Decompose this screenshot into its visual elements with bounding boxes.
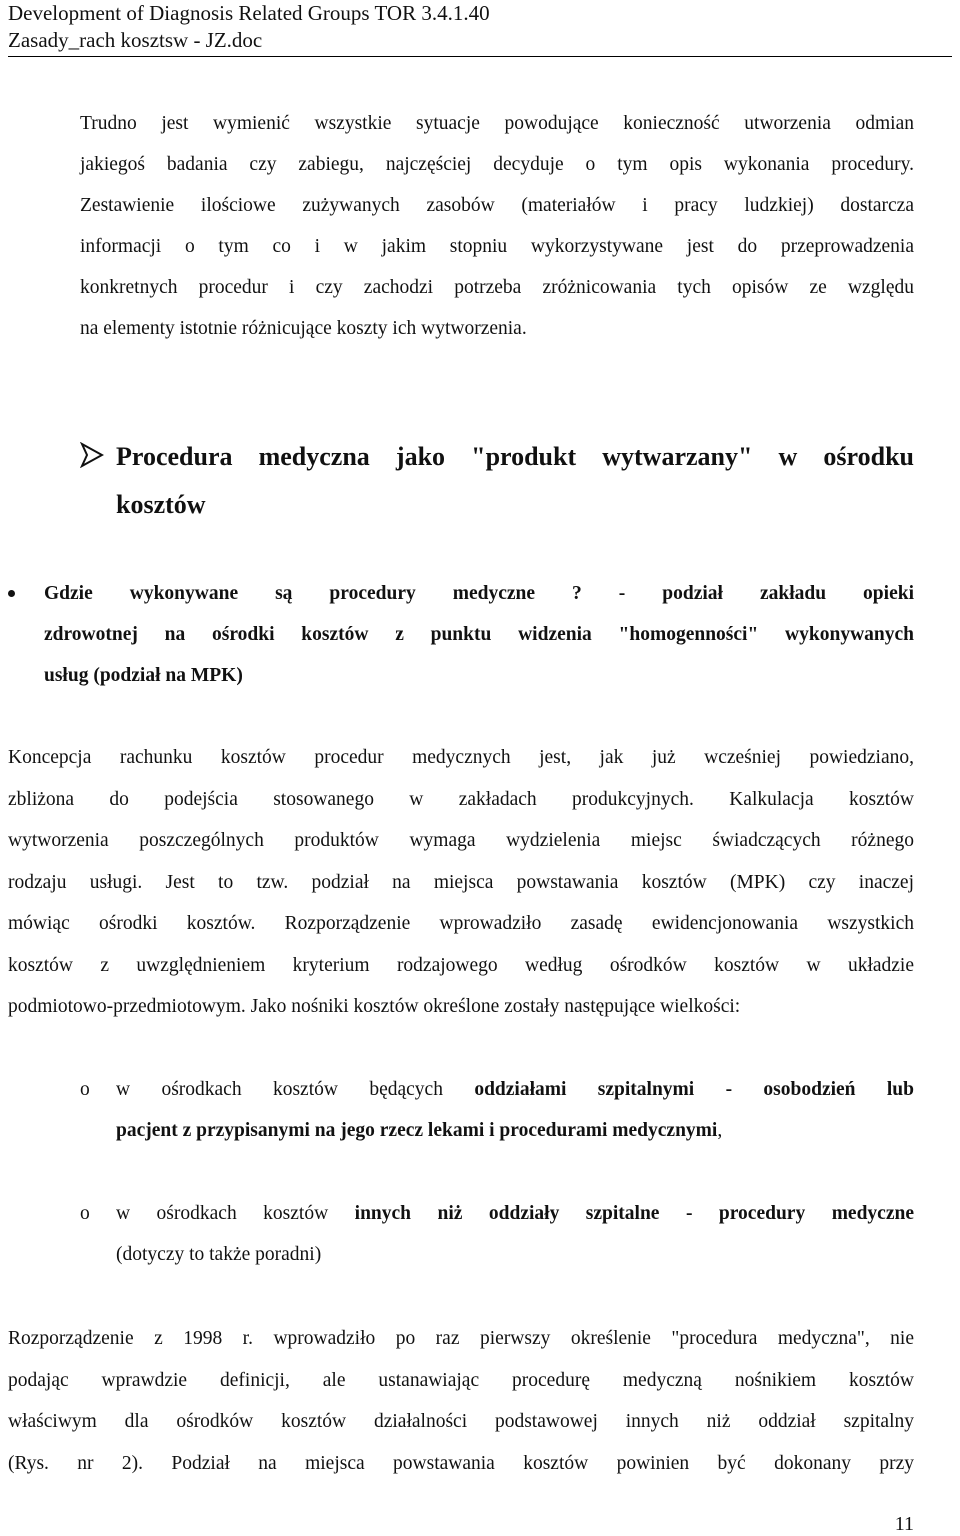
heading-line: Procedura medyczna jako "produkt wytwarzany" w ośrodku: [116, 442, 914, 471]
list-marker: o: [80, 1203, 90, 1224]
page-number: 11: [894, 1513, 914, 1535]
text-plain: ,: [717, 1120, 723, 1141]
text-line: [116, 1198, 914, 1239]
text-line: (dotyczy to także poradni): [116, 1244, 322, 1265]
text-line: właściwym dla ośrodków kosztów działalności podstawowej innych niż oddział szpitalny: [8, 1411, 914, 1432]
text-line: Zestawienie ilościowe zużywanych zasobów (materiałów i pracy ludzkiej) dostarcza: [80, 195, 914, 216]
bullet-dot-icon: [8, 590, 15, 597]
text-line: podmiotowo-przedmiotowym. Jako nośniki kosztów określone zostały następujące wielkości:: [8, 996, 741, 1017]
paragraph-concept: [8, 742, 914, 1033]
text-line: wytworzenia poszczególnych produktów wymaga wydzielenia miejsc świadczących różnego: [8, 830, 914, 851]
page-header: [8, 0, 952, 54]
text-line: zbliżona do podejścia stosowanego w zakładach produkcyjnych. Kalkulacja kosztów: [8, 788, 914, 810]
text-line: (Rys. nr 2). Podział na miejsca powstawania kosztów powinien być dokonany przy: [8, 1452, 914, 1474]
text-plain: w ośrodkach kosztów będących: [116, 1079, 475, 1100]
text-line: usług (podział na MPK): [44, 665, 243, 686]
text-line: konkretnych procedur i czy zachodzi potrzeba zróżnicowania tych opisów ze względu: [80, 277, 914, 298]
arrow-bullet-icon: [80, 442, 104, 468]
text-bold: pacjent z przypisanymi na jego rzecz lekami i procedurami medycznymi: [116, 1120, 718, 1141]
text-line: Gdzie wykonywane są procedury medyczne ? - podział zakładu opieki: [44, 583, 914, 604]
text-bold: oddziałami szpitalnymi - osobodzień lub: [474, 1079, 914, 1100]
text-line: kosztów z uwzględnieniem kryterium rodzajowego według ośrodków kosztów w układzie: [8, 954, 914, 976]
paragraph-intro: [80, 108, 914, 354]
list-marker: o: [80, 1079, 90, 1100]
text-line: jakiegoś badania czy zabiegu, najczęściej decyduje o tym opis wykonania procedury.: [80, 154, 914, 175]
text-line: podając wprawdzie definicji, ale ustanawiając procedurę medyczną nośnikiem kosztów: [8, 1369, 914, 1391]
text-line: Rozporządzenie z 1998 r. wprowadziło po raz pierwszy określenie "procedura medyczna", nie: [8, 1328, 914, 1349]
header-title: Development of Diagnosis Related Groups TOR 3.4.1.40: [8, 1, 490, 25]
header-filename: Zasady_rach kosztsw - JZ.doc: [8, 28, 263, 52]
text-line: mówiąc ośrodki kosztów. Rozporządzenie wprowadziło zasadę ewidencjonowania wszystkich: [8, 913, 914, 934]
text-line: na elementy istotnie różnicujące koszty ich wytworzenia.: [80, 318, 527, 339]
text-line: zdrowotnej na ośrodki kosztów z punktu widzenia "homogenności" wykonywanych: [44, 624, 914, 645]
text-line: Trudno jest wymienić wszystkie sytuacje powodujące konieczność utworzenia odmian: [80, 113, 914, 134]
header-rule: [8, 56, 952, 57]
text-line: [116, 1115, 914, 1156]
heading-line: kosztów: [116, 490, 206, 519]
text-line: Koncepcja rachunku kosztów procedur medycznych jest, jak już wcześniej powiedziano,: [8, 747, 914, 768]
paragraph-regulation: [8, 1323, 914, 1489]
text-line: [116, 1074, 914, 1115]
text-line: rodzaju usługi. Jest to tzw. podział na miejsca powstawania kosztów (MPK) czy inaczej: [8, 871, 914, 893]
text-plain: w ośrodkach kosztów: [116, 1203, 355, 1224]
text-line: informacji o tym co i w jakim stopniu wykorzystywane jest do przeprowadzenia: [80, 236, 914, 257]
text-bold: innych niż oddziały szpitalne - procedury medyczne: [354, 1203, 914, 1224]
